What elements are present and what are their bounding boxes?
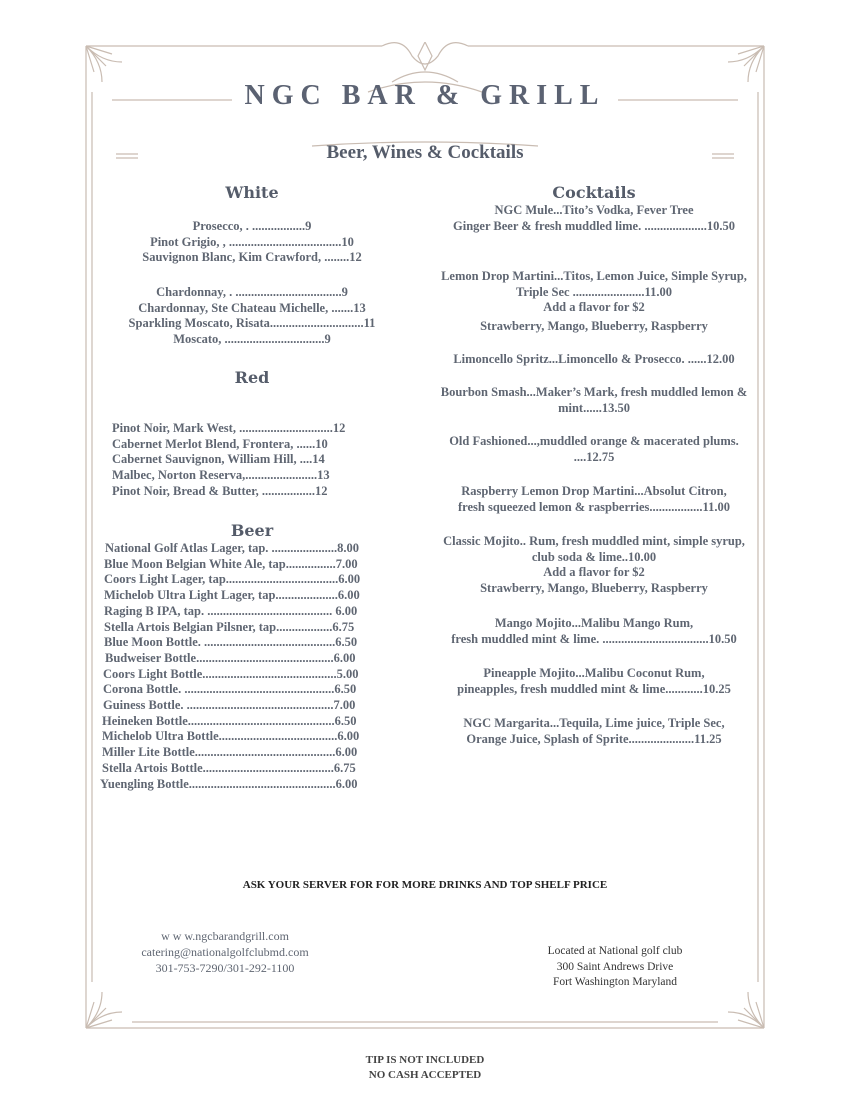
menu-item: Sauvignon Blanc, Kim Crawford, ........12 bbox=[142, 250, 362, 265]
red-heading: Red bbox=[234, 368, 270, 387]
beer-list bbox=[96, 541, 406, 792]
menu-item: Classic Mojito.. Rum, fresh muddled mint, simple syrup, bbox=[443, 534, 745, 548]
menu-item: Orange Juice, Splash of Sprite.....................11.25 bbox=[466, 731, 722, 746]
cocktail-bourbon-smash bbox=[420, 385, 768, 416]
menu-item: Sparkling Moscato, Risata..............................11 bbox=[128, 316, 376, 331]
cocktail-pineapple-mojito bbox=[420, 666, 768, 697]
menu-item: Chardonnay, . ..................................9 bbox=[156, 285, 348, 299]
menu-item: club soda & lime..10.00 bbox=[531, 549, 657, 564]
menu-item: Coors Light Lager, tap....................................6.00 bbox=[104, 572, 361, 587]
menu-item: Pinot Noir, Bread & Butter, .................12 bbox=[112, 483, 328, 498]
menu-item: Ginger Beer & fresh muddled lime. ....................10.50 bbox=[453, 218, 735, 233]
phone-numbers: 301-753-7290/301-292-1100 bbox=[155, 961, 295, 975]
menu-item: Yuengling Bottle...............................................6.00 bbox=[100, 776, 358, 791]
menu-item: mint......13.50 bbox=[558, 400, 630, 415]
menu-item: Moscato, ................................9 bbox=[173, 332, 331, 347]
menu-item: Pineapple Mojito...Malibu Coconut Rum, bbox=[483, 666, 705, 680]
menu-item: Miller Lite Bottle.............................................6.00 bbox=[102, 745, 358, 760]
menu-item: Pinot Grigio, , ....................................10 bbox=[150, 234, 354, 249]
menu-item: NGC Margarita...Tequila, Lime juice, Triple Sec, bbox=[463, 716, 725, 730]
menu-item: Guiness Bottle. ...............................................7.00 bbox=[103, 698, 356, 713]
menu-item: Pinot Noir, Mark West, ..............................12 bbox=[112, 421, 346, 435]
footer-notice bbox=[0, 1053, 850, 1083]
menu-item: Blue Moon Bottle. ..........................................6.50 bbox=[104, 635, 358, 650]
cocktail-ngc-mule bbox=[420, 203, 768, 234]
cocktail-mango-mojito bbox=[420, 616, 768, 647]
menu-item: Chardonnay, Ste Chateau Michelle, .......13 bbox=[138, 300, 366, 315]
menu-item: Bourbon Smash...Maker’s Mark, fresh muddled lemon & bbox=[440, 385, 748, 399]
cocktail-limoncello bbox=[420, 352, 768, 368]
menu-item: Triple Sec .......................11.00 bbox=[515, 284, 672, 299]
menu-item: Limoncello Spritz...Limoncello & Prosecco. ......12.00 bbox=[453, 352, 735, 366]
location-info bbox=[490, 944, 740, 991]
cocktail-raspberry-lemon-drop bbox=[420, 484, 768, 515]
menu-item: Cabernet Sauvignon, William Hill, ....14 bbox=[112, 452, 325, 467]
cocktail-ngc-margarita bbox=[420, 716, 768, 747]
white-heading: White bbox=[225, 183, 279, 202]
contact-info bbox=[100, 928, 350, 976]
menu-item: Cabernet Merlot Blend, Frontera, ......10 bbox=[112, 436, 328, 451]
tip-notice: TIP IS NOT INCLUDED bbox=[365, 1054, 485, 1066]
cash-notice: NO CASH ACCEPTED bbox=[368, 1069, 482, 1081]
menu-item: Raging B IPA, tap. ........................................ 6.00 bbox=[104, 603, 358, 618]
cocktail-classic-mojito bbox=[420, 534, 768, 597]
page-subtitle: Beer, Wines & Cocktails bbox=[326, 142, 524, 163]
email-link[interactable]: catering@nationalgolfclubmd.com bbox=[141, 945, 309, 959]
menu-item: fresh squeezed lemon & raspberries.................11.00 bbox=[458, 499, 730, 514]
cocktail-lemon-drop bbox=[420, 269, 768, 335]
menu-item: National Golf Atlas Lager, tap. .....................8.00 bbox=[105, 541, 360, 555]
menu-item: Blue Moon Belgian White Ale, tap................7.00 bbox=[104, 556, 358, 571]
menu-item: Michelob Ultra Bottle......................................6.00 bbox=[102, 729, 360, 744]
website-link[interactable]: w w w.ngcbarandgrill.com bbox=[161, 929, 289, 943]
menu-item: Add a flavor for $2 bbox=[543, 300, 645, 315]
menu-item: Malbec, Norton Reserva,.......................13 bbox=[112, 468, 330, 483]
location-line: 300 Saint Andrews Drive bbox=[556, 960, 674, 973]
menu-item: Add a flavor for $2 bbox=[543, 565, 645, 580]
menu-item: Coors Light Bottle...........................................5.00 bbox=[103, 666, 359, 681]
menu-item: Strawberry, Mango, Blueberry, Raspberry bbox=[480, 319, 708, 334]
menu-item: Stella Artois Bottle..........................................6.75 bbox=[102, 760, 356, 775]
red-list bbox=[112, 421, 432, 500]
page-title: NGC BAR & GRILL bbox=[244, 80, 606, 111]
menu-item: Heineken Bottle...............................................6.50 bbox=[102, 713, 357, 728]
menu-item: Prosecco, . .................9 bbox=[192, 219, 312, 233]
location-line: Fort Washington Maryland bbox=[552, 976, 678, 988]
white-group-1 bbox=[92, 219, 412, 266]
white-group-2 bbox=[92, 285, 412, 348]
menu-item: fresh muddled mint & lime. ..................................10.50 bbox=[451, 631, 737, 646]
menu-item: pineapples, fresh muddled mint & lime............10.25 bbox=[457, 681, 731, 696]
menu-item: Budweiser Bottle............................................6.00 bbox=[105, 650, 356, 665]
menu-item: Old Fashioned...,muddled orange & macerated plums. bbox=[449, 434, 739, 448]
menu-item: Lemon Drop Martini...Titos, Lemon Juice, Simple Syrup, bbox=[441, 269, 747, 283]
menu-item: ....12.75 bbox=[573, 449, 615, 464]
beer-heading: Beer bbox=[230, 521, 274, 540]
cocktails-heading: Cocktails bbox=[552, 183, 636, 202]
location-line: Located at National golf club bbox=[547, 945, 683, 957]
menu-item: Michelob Ultra Light Lager, tap....................6.00 bbox=[104, 588, 360, 603]
menu-item: Stella Artois Belgian Pilsner, tap..................6.75 bbox=[104, 619, 355, 634]
cocktail-old-fashioned bbox=[420, 434, 768, 465]
menu-item: Mango Mojito...Malibu Mango Rum, bbox=[494, 616, 694, 630]
menu-item: Strawberry, Mango, Blueberry, Raspberry bbox=[480, 581, 708, 596]
server-notice: ASK YOUR SERVER FOR FOR MORE DRINKS AND TOP SHELF PRICE bbox=[242, 879, 608, 891]
menu-item: Raspberry Lemon Drop Martini...Absolut Citron, bbox=[461, 484, 727, 498]
menu-item: Corona Bottle. ................................................6.50 bbox=[103, 682, 357, 697]
menu-item: NGC Mule...Tito’s Vodka, Fever Tree bbox=[494, 203, 694, 217]
